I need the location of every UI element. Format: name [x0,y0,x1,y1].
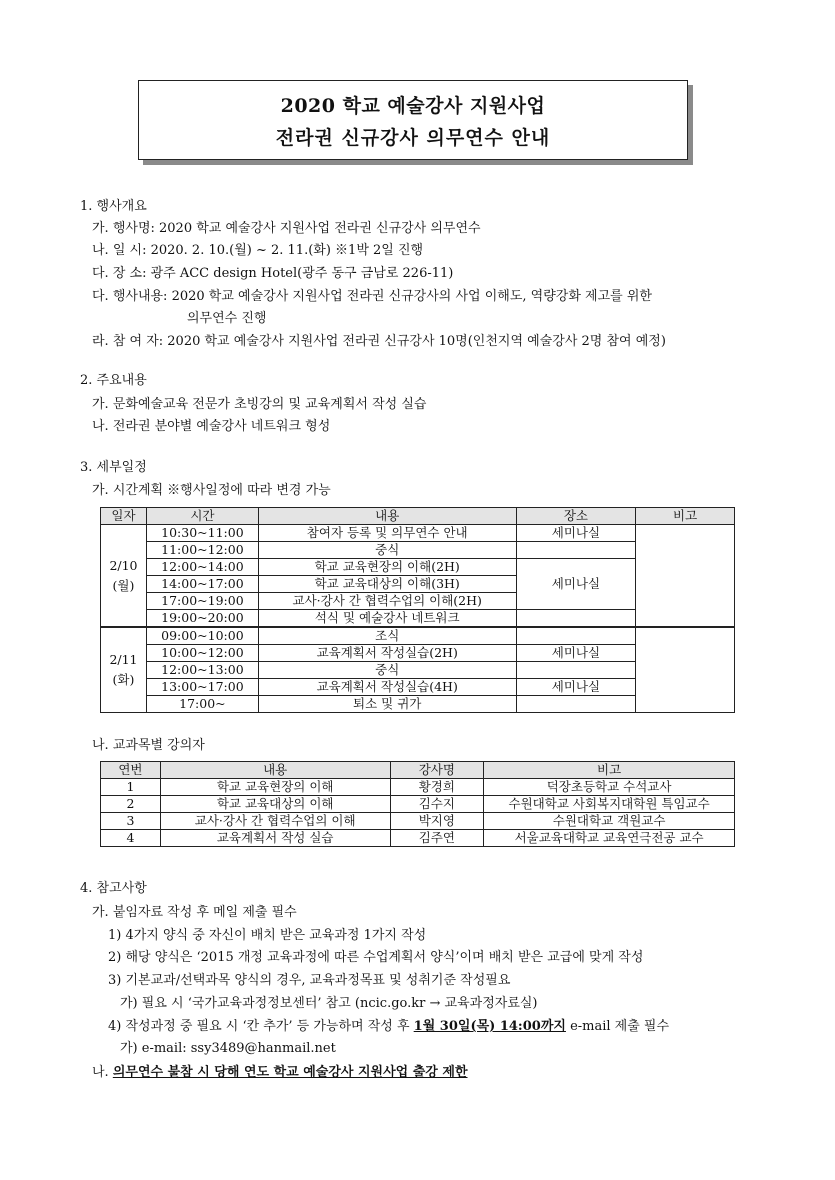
schedule-place [516,542,636,559]
event-participants: 라. 참 여 자: 2020 학교 예술강사 지원사업 전라권 신규강사 10명(인천지역 예술강사 2명 참여 예정) [92,334,666,349]
table-row [101,796,735,813]
schedule-place: 세미나실 [516,679,636,696]
col-header-content: 내용 [258,508,516,525]
schedule-time: 10:30~11:00 [146,525,258,542]
schedule-content: 중식 [258,662,516,679]
schedule-note [636,525,735,628]
lecturer-content: 학교 교육현장의 이해 [160,779,390,796]
schedule-note [636,627,735,713]
lecturer-header-row [101,762,735,779]
schedule-content: 석식 및 예술강사 네트워크 [258,610,516,628]
schedule-time: 12:00~14:00 [146,559,258,576]
event-date: 나. 일 시: 2020. 2. 10.(월) ~ 2. 11.(화) ※1박 2일 진행 [92,243,424,258]
col-header-lecturer: 강사명 [390,762,484,779]
event-content: 다. 행사내용: 2020 학교 예술강사 지원사업 전라권 신규강사의 사업 이해도, 역량강화 제고를 위한 [92,289,652,304]
schedule-time: 13:00~17:00 [146,679,258,696]
schedule-content: 교육계획서 작성실습(2H) [258,645,516,662]
notes-subheading-a: 가. 붙임자료 작성 후 메일 제출 필수 [92,905,297,920]
section2-heading: 2. 주요내용 [80,373,147,388]
title-line-1: 2020 학교 예술강사 지원사업 [280,95,546,117]
lecturer-note: 서울교육대학교 교육연극전공 교수 [484,830,735,847]
main-content-a: 가. 문화예술교육 전문가 초빙강의 및 교육계획서 작성 실습 [92,397,427,412]
table-row [101,627,735,645]
note-item-4-pre: 4) 작성과정 중 필요 시 ‘칸 추가’ 등 가능하며 작성 후 [108,1019,414,1034]
lecturer-table [100,761,735,847]
day2-weekday: (화) [112,672,135,687]
col-header-note: 비고 [636,508,735,525]
schedule-table [100,507,735,713]
schedule-content: 교사·강사 간 협력수업의 이해(2H) [258,593,516,610]
lecturer-name: 박지영 [390,813,484,830]
schedule-content: 교육계획서 작성실습(4H) [258,679,516,696]
table-row [101,813,735,830]
table-row [101,525,735,542]
section3-heading: 3. 세부일정 [80,460,147,475]
day2-date: 2/11 [109,652,138,667]
lecturer-no: 3 [101,813,161,830]
restriction-notice: 의무연수 불참 시 당해 연도 학교 예술강사 지원사업 출강 제한 [112,1065,468,1080]
schedule-content: 조식 [258,627,516,645]
lecturer-content: 교육계획서 작성 실습 [160,830,390,847]
note-item-1: 1) 4가지 양식 중 자신이 배치 받은 교육과정 1가지 작성 [108,928,427,943]
schedule-time: 11:00~12:00 [146,542,258,559]
section1-heading: 1. 행사개요 [80,199,147,214]
table-row [101,830,735,847]
deadline-text: 1월 30일(목) 14:00까지 [413,1019,566,1034]
note-item-4-post: e-mail 제출 필수 [565,1019,670,1034]
lecturer-no: 1 [101,779,161,796]
lecturer-no: 4 [101,830,161,847]
lecturer-no: 2 [101,796,161,813]
day1-weekday: (월) [112,577,135,593]
schedule-time: 19:00~20:00 [146,610,258,628]
schedule-content: 중식 [258,542,516,559]
schedule-time: 12:00~13:00 [146,662,258,679]
schedule-time: 10:00~12:00 [146,645,258,662]
lecturer-content: 교사·강사 간 협력수업의 이해 [160,813,390,830]
schedule-place: 세미나실 [516,645,636,662]
schedule-subheading: 가. 시간계획 ※행사일정에 따라 변경 가능 [92,483,331,498]
col-header-content: 내용 [160,762,390,779]
col-header-time: 시간 [146,508,258,525]
email-line: 가) e-mail: ssy3489@hanmail.net [120,1041,336,1056]
schedule-header-row [101,508,735,525]
schedule-content: 학교 교육대상의 이해(3H) [258,576,516,593]
col-header-no: 연번 [101,762,161,779]
event-name: 가. 행사명: 2020 학교 예술강사 지원사업 전라권 신규강사 의무연수 [92,221,481,236]
lecturer-name: 황경희 [390,779,484,796]
title-box [138,80,688,160]
schedule-content: 참여자 등록 및 의무연수 안내 [258,525,516,542]
lecturer-content: 학교 교육대상의 이해 [160,796,390,813]
note-item-2: 2) 해당 양식은 ‘2015 개정 교육과정에 따른 수업계획서 양식’이며 배치 받은 교급에 맞게 작성 [108,950,644,965]
lecturer-note: 수원대학교 사회복지대학원 특임교수 [484,796,735,813]
day1-cell [101,525,147,628]
table-row [101,779,735,796]
lecturer-note: 덕장초등학교 수석교사 [484,779,735,796]
event-content-cont: 의무연수 진행 [187,311,267,326]
schedule-time: 17:00~19:00 [146,593,258,610]
section4-heading: 4. 참고사항 [80,881,147,896]
notes-subheading-b [92,1064,468,1082]
day2-cell [101,627,147,713]
day1-date: 2/10 [109,557,138,573]
col-header-date: 일자 [101,508,147,525]
schedule-place [516,610,636,628]
note-item-3: 3) 기본교과/선택과목 양식의 경우, 교육과정목표 및 성취기준 작성필요 [108,973,511,988]
schedule-time: 09:00~10:00 [146,627,258,645]
event-place: 다. 장 소: 광주 ACC design Hotel(광주 동구 금남로 226-11) [92,266,454,281]
schedule-place [516,696,636,713]
notes-subheading-b-prefix: 나. [92,1065,113,1080]
schedule-place: 세미나실 [516,525,636,542]
main-content-b: 나. 전라권 분야별 예술강사 네트워크 형성 [92,419,331,434]
lecturer-note: 수원대학교 객원교수 [484,813,735,830]
note-item-3a: 가) 필요 시 ‘국가교육과정정보센터’ 참고 (ncic.go.kr → 교육과정자료실) [120,996,538,1011]
schedule-time: 17:00~ [146,696,258,713]
schedule-place-merged: 세미나실 [516,559,636,610]
schedule-place [516,627,636,645]
lecturer-name: 김수지 [390,796,484,813]
lecturer-subheading: 나. 교과목별 강의자 [92,738,205,753]
schedule-place [516,662,636,679]
col-header-place: 장소 [516,508,636,525]
schedule-time: 14:00~17:00 [146,576,258,593]
col-header-note: 비고 [484,762,735,779]
note-item-4 [108,1018,669,1036]
schedule-content: 퇴소 및 귀가 [258,696,516,713]
schedule-content: 학교 교육현장의 이해(2H) [258,559,516,576]
lecturer-name: 김주연 [390,830,484,847]
title-line-2: 전라권 신규강사 의무연수 안내 [275,127,551,149]
